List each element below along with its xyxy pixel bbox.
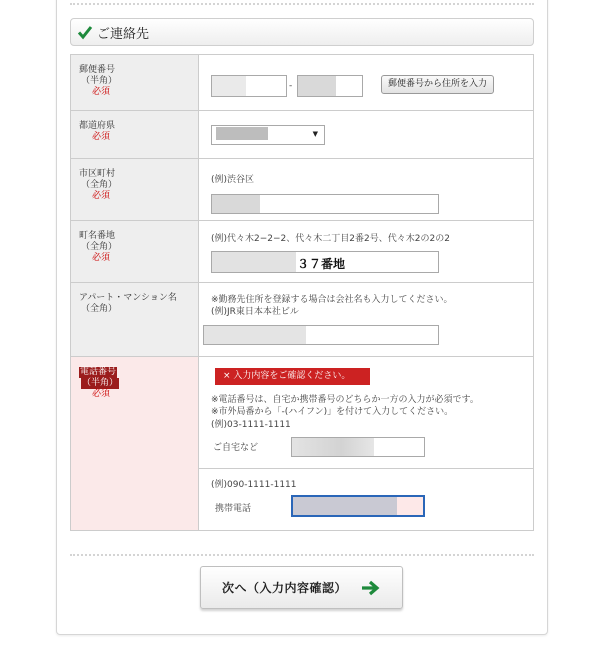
postal-code-second-input[interactable] <box>297 75 363 97</box>
row-city <box>71 159 534 221</box>
phone-note-2: ※市外局番から「-(ハイフン)」を付けて入力してください。 <box>211 407 454 417</box>
building-sub: （全角） <box>81 304 118 314</box>
row-postal <box>71 55 534 111</box>
postal-sub: （半角） <box>81 76 118 86</box>
street-input[interactable] <box>211 251 439 273</box>
postal-separator: - <box>289 81 293 91</box>
postal-lookup-button[interactable]: 郵便番号から住所を入力 <box>381 75 494 94</box>
phone-note-1: ※電話番号は、自宅か携帯番号のどちらか一方の入力が必須です。 <box>211 395 479 405</box>
street-example: (例)代々木2−2−2、代々木二丁目2番2号、代々木2の2の2 <box>211 234 450 244</box>
phone-home-example: (例)03-1111-1111 <box>211 420 291 430</box>
phone-mobile-label: 携帯電話 <box>215 504 252 514</box>
street-input-value: ３７番地 <box>297 257 346 271</box>
city-example: (例)渋谷区 <box>211 175 255 185</box>
postal-label-cell <box>71 55 199 111</box>
street-label-cell <box>71 221 199 283</box>
prefecture-label-cell <box>71 111 199 159</box>
phone-home-cell <box>199 357 534 469</box>
city-required: 必須 <box>92 191 111 201</box>
phone-label-cell <box>71 357 199 531</box>
section-title: ご連絡先 <box>97 26 150 42</box>
street-required: 必須 <box>92 253 111 263</box>
next-confirm-button[interactable] <box>200 566 403 609</box>
prefecture-value-cell <box>199 111 534 159</box>
building-note: ※勤務先住所を登録する場合は会社名も入力してください。 <box>211 295 453 305</box>
street-value-cell <box>199 221 534 283</box>
street-sub: （全角） <box>81 242 118 252</box>
city-sub: （全角） <box>81 180 118 190</box>
city-label: 市区町村 <box>79 169 116 179</box>
row-prefecture <box>71 111 534 159</box>
check-icon <box>77 24 93 40</box>
row-phone <box>71 357 534 469</box>
phone-required: 必須 <box>92 389 111 399</box>
next-button-label: 次へ（入力内容確認） <box>221 581 347 595</box>
section-header <box>70 18 534 46</box>
chevron-down-icon: ▼ <box>312 130 318 138</box>
mobile-phone-input[interactable] <box>291 495 425 517</box>
city-label-cell <box>71 159 199 221</box>
bottom-divider <box>70 554 534 556</box>
postal-value-cell <box>199 55 534 111</box>
prefecture-label: 都道府県 <box>79 121 116 131</box>
postal-code-first-input[interactable] <box>211 75 287 97</box>
street-label: 町名番地 <box>79 231 116 241</box>
phone-error-message: × 入力内容をご確認ください。 <box>215 368 370 385</box>
postal-required: 必須 <box>92 87 111 97</box>
building-value-cell <box>199 283 534 357</box>
top-divider <box>70 3 534 5</box>
home-phone-input[interactable] <box>291 437 425 457</box>
contact-form-table <box>70 54 534 531</box>
row-street <box>71 221 534 283</box>
phone-home-label: ご自宅など <box>213 443 259 453</box>
building-example: (例)JR東日本本社ビル <box>211 307 299 317</box>
city-input[interactable] <box>211 194 439 214</box>
building-label: アパート・マンション名 <box>79 293 177 303</box>
arrow-right-icon <box>361 580 381 596</box>
building-label-cell <box>71 283 199 357</box>
postal-label: 郵便番号 <box>79 65 116 75</box>
phone-label: 電話番号 <box>80 367 117 377</box>
phone-mobile-example: (例)090-1111-1111 <box>211 480 297 490</box>
prefecture-select[interactable] <box>211 125 325 145</box>
row-building <box>71 283 534 357</box>
phone-mobile-cell <box>199 469 534 531</box>
city-value-cell <box>199 159 534 221</box>
building-input[interactable] <box>203 325 439 345</box>
phone-sub: （半角） <box>82 378 119 388</box>
prefecture-required: 必須 <box>92 132 111 142</box>
